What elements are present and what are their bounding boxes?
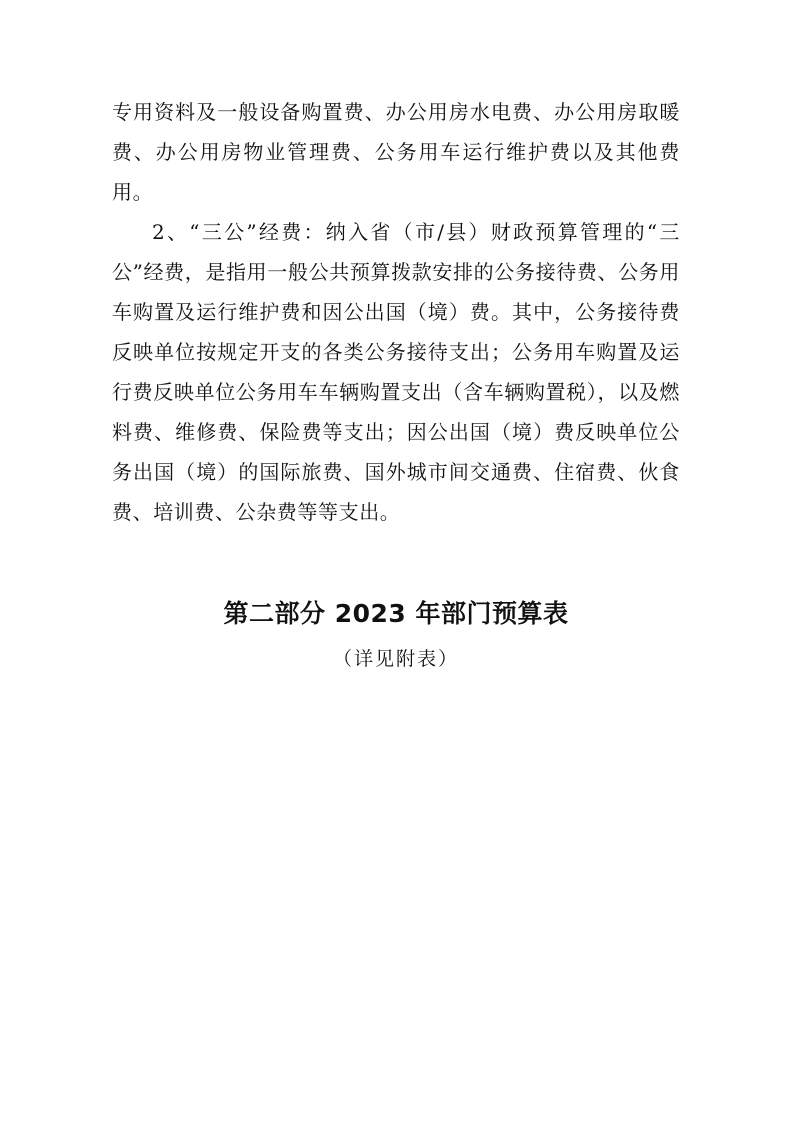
section-title: 第二部分 2023 年部门预算表 xyxy=(223,599,569,628)
body-text xyxy=(112,92,680,532)
paragraph-continued-expense-list: 专用资料及一般设备购置费、办公用房水电费、办公用房取暖费、办公用房物业管理费、公务用车运行维护费以及其他费用。 xyxy=(112,100,680,204)
section-note: （详见附表） xyxy=(332,648,459,670)
paragraph-three-public-expenses: 2、“三公”经费：纳入省（市/县）财政预算管理的“三公”经费，是指用一般公共预算拨款安排的公务接待费、公务用车购置及运行维护费和因公出国（境）费。其中，公务接待费反映单位按规定开支的各类公务接待支出；公务用车购置及运行费反映单位公务用车车辆购置支出（含车辆购置税），以及燃料费、维修费、保险费等支出；因公出国（境）费反映单位公务出国（境）的国际旅费、国外城市间交通费、住宿费、伙食费、培训费、公杂费等等支出。 xyxy=(112,220,680,524)
